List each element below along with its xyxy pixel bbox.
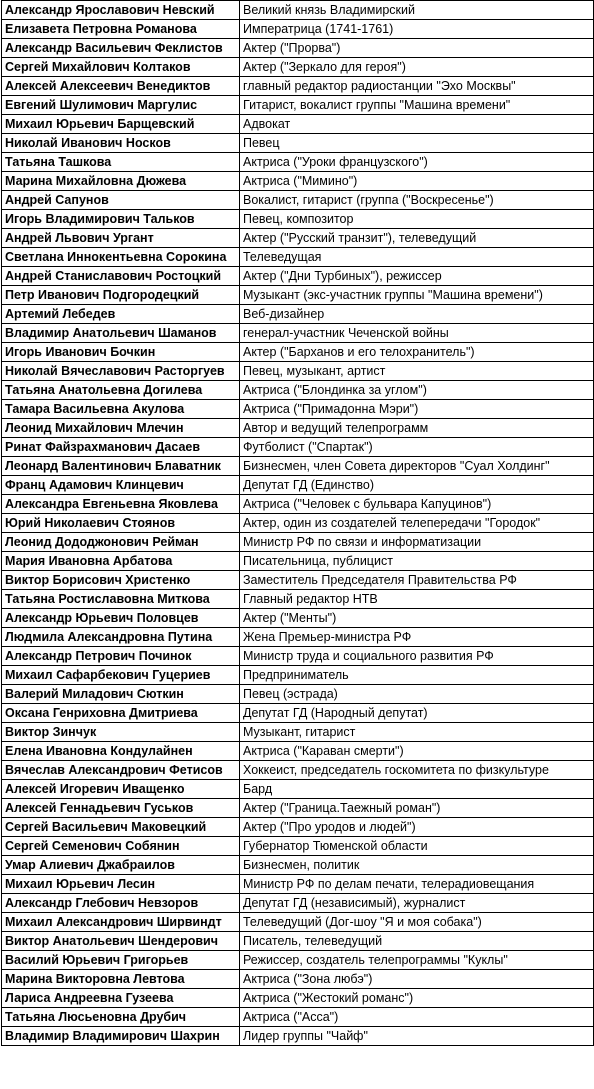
person-name-cell: Умар Алиевич Джабраилов <box>2 856 240 875</box>
person-name-cell: Елена Ивановна Кондулайнен <box>2 742 240 761</box>
table-row <box>2 1 594 20</box>
table-row <box>2 58 594 77</box>
table-row <box>2 723 594 742</box>
table-row <box>2 799 594 818</box>
person-name-cell: Лариса Андреевна Гузеева <box>2 989 240 1008</box>
person-name-cell: Вячеслав Александрович Фетисов <box>2 761 240 780</box>
table-row <box>2 248 594 267</box>
table-row <box>2 837 594 856</box>
person-description-cell: Веб-дизайнер <box>240 305 594 324</box>
person-description-cell: Актер, один из создателей телепередачи "Городок" <box>240 514 594 533</box>
table-row <box>2 362 594 381</box>
person-name-cell: Александр Петрович Починок <box>2 647 240 666</box>
person-description-cell: Футболист ("Спартак") <box>240 438 594 457</box>
table-row <box>2 609 594 628</box>
table-row <box>2 267 594 286</box>
person-name-cell: Татьяна Ростиславовна Миткова <box>2 590 240 609</box>
person-name-cell: Андрей Львович Ургант <box>2 229 240 248</box>
table-row <box>2 134 594 153</box>
table-row <box>2 571 594 590</box>
person-description-cell: Великий князь Владимирский <box>240 1 594 20</box>
person-description-cell: Хоккеист, председатель госкомитета по физкультуре <box>240 761 594 780</box>
person-description-cell: Актер ("Зеркало для героя") <box>240 58 594 77</box>
person-description-cell: Предприниматель <box>240 666 594 685</box>
table-row <box>2 419 594 438</box>
person-name-cell: Андрей Станиславович Ростоцкий <box>2 267 240 286</box>
person-description-cell: Актриса ("Человек с бульвара Капуцинов") <box>240 495 594 514</box>
person-description-cell: Певец <box>240 134 594 153</box>
person-description-cell: Министр РФ по связи и информатизации <box>240 533 594 552</box>
person-description-cell: Певец, музыкант, артист <box>240 362 594 381</box>
person-name-cell: Василий Юрьевич Григорьев <box>2 951 240 970</box>
person-description-cell: Актриса ("Примадонна Мэри") <box>240 400 594 419</box>
person-name-cell: Людмила Александровна Путина <box>2 628 240 647</box>
person-description-cell: Писатель, телеведущий <box>240 932 594 951</box>
person-name-cell: Александра Евгеньевна Яковлева <box>2 495 240 514</box>
person-name-cell: Леонид Дододжонович Рейман <box>2 533 240 552</box>
table-row <box>2 970 594 989</box>
person-description-cell: Императрица (1741-1761) <box>240 20 594 39</box>
person-description-cell: Актриса ("Уроки французского") <box>240 153 594 172</box>
table-row <box>2 457 594 476</box>
person-description-cell: Музыкант (экс-участник группы "Машина времени") <box>240 286 594 305</box>
table-row <box>2 552 594 571</box>
table-row <box>2 305 594 324</box>
person-description-cell: Адвокат <box>240 115 594 134</box>
table-row <box>2 324 594 343</box>
table-row <box>2 229 594 248</box>
person-description-cell: Музыкант, гитарист <box>240 723 594 742</box>
person-description-cell: Лидер группы "Чайф" <box>240 1027 594 1046</box>
person-description-cell: Актер ("Прорва") <box>240 39 594 58</box>
table-row <box>2 533 594 552</box>
person-description-cell: Министр труда и социального развития РФ <box>240 647 594 666</box>
table-row <box>2 742 594 761</box>
person-description-cell: Актер ("Русский транзит"), телеведущий <box>240 229 594 248</box>
person-description-cell: Актер ("Менты") <box>240 609 594 628</box>
table-row <box>2 343 594 362</box>
table-row <box>2 628 594 647</box>
person-name-cell: Игорь Владимирович Тальков <box>2 210 240 229</box>
table-row <box>2 153 594 172</box>
table-row <box>2 476 594 495</box>
person-name-cell: Оксана Генриховна Дмитриева <box>2 704 240 723</box>
person-name-cell: Игорь Иванович Бочкин <box>2 343 240 362</box>
table-row <box>2 381 594 400</box>
person-name-cell: Алексей Алексеевич Венедиктов <box>2 77 240 96</box>
table-row <box>2 77 594 96</box>
person-description-cell: Министр РФ по делам печати, телерадиовещания <box>240 875 594 894</box>
person-name-cell: Сергей Васильевич Маковецкий <box>2 818 240 837</box>
person-name-cell: Михаил Сафарбекович Гуцериев <box>2 666 240 685</box>
person-name-cell: Николай Вячеславович Расторгуев <box>2 362 240 381</box>
person-description-cell: Бизнесмен, политик <box>240 856 594 875</box>
person-description-cell: Бард <box>240 780 594 799</box>
table-row <box>2 685 594 704</box>
table-row <box>2 1008 594 1027</box>
table-row <box>2 191 594 210</box>
person-description-cell: Телеведущая <box>240 248 594 267</box>
person-name-cell: Виктор Зинчук <box>2 723 240 742</box>
table-row <box>2 780 594 799</box>
table-row <box>2 210 594 229</box>
person-description-cell: Актриса ("Зона любэ") <box>240 970 594 989</box>
person-name-cell: Николай Иванович Носков <box>2 134 240 153</box>
person-name-cell: Ринат Файзрахманович Дасаев <box>2 438 240 457</box>
person-name-cell: Александр Ярославович Невский <box>2 1 240 20</box>
table-row <box>2 39 594 58</box>
person-name-cell: Михаил Александрович Ширвиндт <box>2 913 240 932</box>
person-description-cell: Телеведущий (Дог-шоу "Я и моя собака") <box>240 913 594 932</box>
person-name-cell: Леонид Михайлович Млечин <box>2 419 240 438</box>
person-name-cell: Александр Глебович Невзоров <box>2 894 240 913</box>
person-description-cell: генерал-участник Чеченской войны <box>240 324 594 343</box>
table-row <box>2 856 594 875</box>
table-row <box>2 989 594 1008</box>
person-name-cell: Петр Иванович Подгородецкий <box>2 286 240 305</box>
person-description-cell: Жена Премьер-министра РФ <box>240 628 594 647</box>
table-row <box>2 913 594 932</box>
person-name-cell: Светлана Иннокентьевна Сорокина <box>2 248 240 267</box>
person-name-cell: Сергей Семенович Собянин <box>2 837 240 856</box>
person-name-cell: Андрей Сапунов <box>2 191 240 210</box>
table-row <box>2 400 594 419</box>
table-row <box>2 286 594 305</box>
person-name-cell: Владимир Владимирович Шахрин <box>2 1027 240 1046</box>
person-name-cell: Михаил Юрьевич Барщевский <box>2 115 240 134</box>
people-table <box>1 0 594 1046</box>
person-name-cell: Валерий Миладович Сюткин <box>2 685 240 704</box>
person-description-cell: Бизнесмен, член Совета директоров "Суал Холдинг" <box>240 457 594 476</box>
table-row <box>2 115 594 134</box>
table-row <box>2 172 594 191</box>
table-row <box>2 438 594 457</box>
person-name-cell: Александр Юрьевич Половцев <box>2 609 240 628</box>
person-description-cell: Вокалист, гитарист (группа ("Воскресенье") <box>240 191 594 210</box>
person-name-cell: Алексей Игоревич Иващенко <box>2 780 240 799</box>
person-description-cell: Певец, композитор <box>240 210 594 229</box>
table-row <box>2 704 594 723</box>
person-name-cell: Татьяна Ташкова <box>2 153 240 172</box>
person-description-cell: Писательница, публицист <box>240 552 594 571</box>
person-description-cell: Актриса ("Асса") <box>240 1008 594 1027</box>
person-name-cell: Александр Васильевич Феклистов <box>2 39 240 58</box>
person-name-cell: Татьяна Анатольевна Догилева <box>2 381 240 400</box>
person-description-cell: Депутат ГД (Единство) <box>240 476 594 495</box>
person-description-cell: Актер ("Дни Турбиных"), режиссер <box>240 267 594 286</box>
person-description-cell: Актер ("Граница.Таежный роман") <box>240 799 594 818</box>
person-name-cell: Владимир Анатольевич Шаманов <box>2 324 240 343</box>
table-row <box>2 761 594 780</box>
table-row <box>2 96 594 115</box>
person-name-cell: Леонард Валентинович Блаватник <box>2 457 240 476</box>
person-description-cell: главный редактор радиостанции "Эхо Москвы" <box>240 77 594 96</box>
person-name-cell: Алексей Геннадьевич Гуськов <box>2 799 240 818</box>
person-name-cell: Артемий Лебедев <box>2 305 240 324</box>
person-name-cell: Мария Ивановна Арбатова <box>2 552 240 571</box>
person-description-cell: Депутат ГД (независимый), журналист <box>240 894 594 913</box>
person-name-cell: Юрий Николаевич Стоянов <box>2 514 240 533</box>
table-row <box>2 20 594 39</box>
people-table-body <box>2 1 594 1046</box>
table-row <box>2 932 594 951</box>
person-description-cell: Актер ("Про уродов и людей") <box>240 818 594 837</box>
person-description-cell: Актриса ("Караван смерти") <box>240 742 594 761</box>
table-row <box>2 951 594 970</box>
person-name-cell: Михаил Юрьевич Лесин <box>2 875 240 894</box>
person-description-cell: Актер ("Барханов и его телохранитель") <box>240 343 594 362</box>
table-row <box>2 647 594 666</box>
table-row <box>2 495 594 514</box>
person-name-cell: Елизавета Петровна Романова <box>2 20 240 39</box>
person-description-cell: Актриса ("Мимино") <box>240 172 594 191</box>
person-description-cell: Певец (эстрада) <box>240 685 594 704</box>
person-description-cell: Заместитель Председателя Правительства РФ <box>240 571 594 590</box>
person-description-cell: Главный редактор НТВ <box>240 590 594 609</box>
person-description-cell: Губернатор Тюменской области <box>240 837 594 856</box>
person-description-cell: Гитарист, вокалист группы "Машина времени" <box>240 96 594 115</box>
person-name-cell: Татьяна Люсьеновна Друбич <box>2 1008 240 1027</box>
table-row <box>2 894 594 913</box>
person-description-cell: Актриса ("Блондинка за углом") <box>240 381 594 400</box>
person-name-cell: Евгений Шулимович Маргулис <box>2 96 240 115</box>
table-row <box>2 875 594 894</box>
person-name-cell: Тамара Васильевна Акулова <box>2 400 240 419</box>
person-description-cell: Депутат ГД (Народный депутат) <box>240 704 594 723</box>
person-name-cell: Марина Викторовна Левтова <box>2 970 240 989</box>
table-row <box>2 514 594 533</box>
person-name-cell: Виктор Борисович Христенко <box>2 571 240 590</box>
person-name-cell: Виктор Анатольевич Шендерович <box>2 932 240 951</box>
person-name-cell: Франц Адамович Клинцевич <box>2 476 240 495</box>
table-row <box>2 666 594 685</box>
person-name-cell: Сергей Михайлович Колтаков <box>2 58 240 77</box>
table-row <box>2 590 594 609</box>
table-row <box>2 818 594 837</box>
person-description-cell: Автор и ведущий телепрограмм <box>240 419 594 438</box>
person-name-cell: Марина Михайловна Дюжева <box>2 172 240 191</box>
person-description-cell: Режиссер, создатель телепрограммы "Куклы" <box>240 951 594 970</box>
table-row <box>2 1027 594 1046</box>
person-description-cell: Актриса ("Жестокий романс") <box>240 989 594 1008</box>
